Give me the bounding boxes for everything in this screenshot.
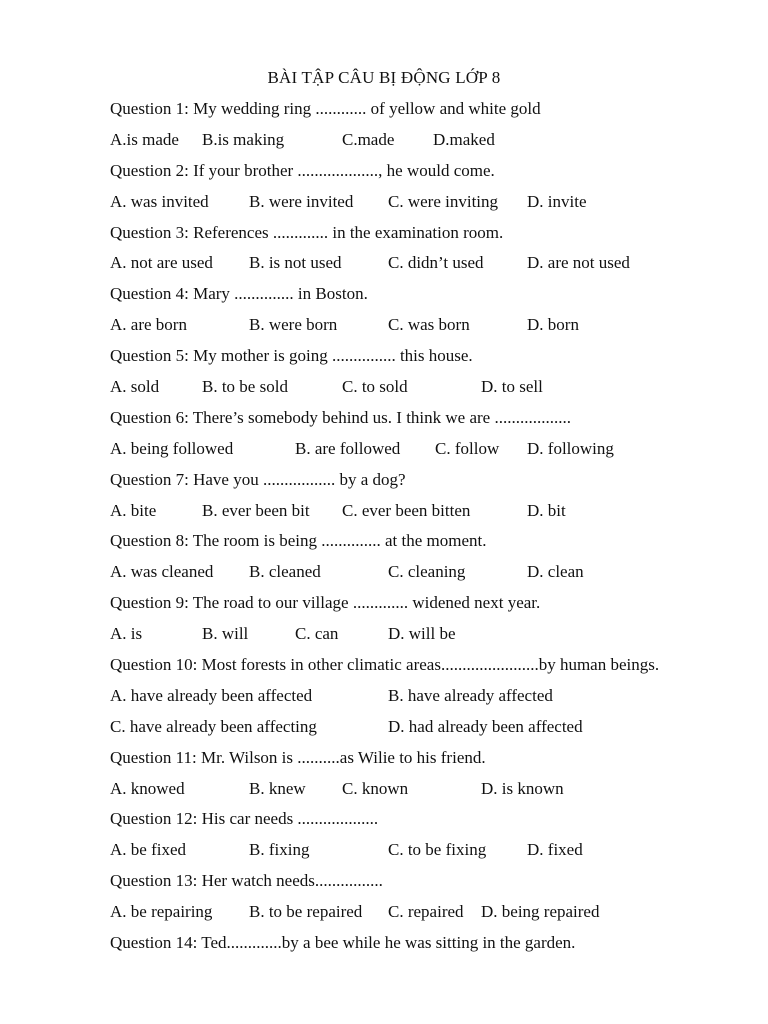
answer-option: D. born — [527, 315, 579, 335]
answer-options-row — [110, 252, 750, 283]
answer-option: D. following — [527, 438, 614, 458]
answer-option: D.maked — [433, 129, 495, 149]
answer-option: A. being followed — [110, 438, 234, 458]
answer-option: B. fixing — [249, 840, 310, 860]
answer-option: C. known — [342, 778, 409, 798]
answer-option: A. bite — [110, 500, 157, 520]
question-list — [110, 98, 750, 963]
question-text-7: Question 7: Have you ................. by a dog? — [110, 469, 406, 489]
answer-option: D. bit — [527, 500, 566, 520]
answer-option: D. invite — [527, 191, 587, 211]
answer-option: B. ever been bit — [202, 500, 310, 520]
answer-option: D. had already been affected — [388, 716, 583, 736]
question-text-11: Question 11: Mr. Wilson is ..........as Wilie to his friend. — [110, 747, 486, 767]
question-text-3: Question 3: References ............. in the examination room. — [110, 222, 504, 242]
answer-option: B. knew — [249, 778, 306, 798]
answer-options-row — [110, 376, 750, 407]
answer-option: B. cleaned — [249, 562, 321, 582]
answer-options-row — [110, 500, 750, 531]
answer-option: D. is known — [481, 778, 564, 798]
question-text-9: Question 9: The road to our village ............. widened next year. — [110, 593, 541, 613]
answer-option: B. to be sold — [202, 377, 288, 397]
answer-option: A. not are used — [110, 253, 213, 273]
answer-option: C. cleaning — [388, 562, 466, 582]
answer-option: A. is — [110, 624, 143, 644]
answer-options-row — [110, 623, 750, 654]
question-text-10: Question 10: Most forests in other climatic areas.......................by human beings. — [110, 655, 660, 675]
answer-option: B. will — [202, 624, 249, 644]
answer-options-row — [110, 716, 750, 747]
answer-option: D. will be — [388, 624, 456, 644]
question-text-8: Question 8: The room is being .............. at the moment. — [110, 531, 487, 551]
question-text-5: Question 5: My mother is going ............... this house. — [110, 346, 473, 366]
answer-options-row — [110, 561, 750, 592]
answer-option: A. be repairing — [110, 902, 213, 922]
answer-option: A. are born — [110, 315, 187, 335]
answer-option: D. are not used — [527, 253, 630, 273]
answer-option: A.is made — [110, 129, 179, 149]
answer-option: B. to be repaired — [249, 902, 363, 922]
answer-option: D. to sell — [481, 377, 543, 397]
answer-options-row — [110, 129, 750, 160]
answer-option: B. are followed — [295, 438, 401, 458]
question-text-1: Question 1: My wedding ring ............ of yellow and white gold — [110, 99, 541, 118]
answer-option: B. have already affected — [388, 685, 553, 705]
answer-option: B. were born — [249, 315, 338, 335]
answer-option: B. were invited — [249, 191, 354, 211]
answer-option: A. was invited — [110, 191, 209, 211]
answer-options-row — [110, 191, 750, 222]
answer-option: C. ever been bitten — [342, 500, 471, 520]
answer-option: A. sold — [110, 377, 160, 397]
answer-option: C. follow — [435, 438, 500, 458]
answer-options-row — [110, 839, 750, 870]
question-text-14: Question 14: Ted.............by a bee while he was sitting in the garden. — [110, 933, 576, 953]
answer-options-row — [110, 314, 750, 345]
question-text-2: Question 2: If your brother ..................., he would come. — [110, 160, 495, 180]
answer-option: B.is making — [202, 129, 285, 149]
answer-options-row — [110, 901, 750, 932]
answer-option: D. fixed — [527, 840, 583, 860]
answer-option: B. is not used — [249, 253, 342, 273]
page-title: BÀI TẬP CÂU BỊ ĐỘNG LỚP 8 — [267, 68, 501, 87]
answer-options-row — [110, 438, 750, 469]
answer-option: A. have already been affected — [110, 685, 313, 705]
answer-option: C. were inviting — [388, 191, 499, 211]
question-text-4: Question 4: Mary .............. in Boston. — [110, 284, 368, 304]
answer-option: C. to sold — [342, 377, 408, 397]
question-text-13: Question 13: Her watch needs................ — [110, 871, 383, 891]
answer-option: D. being repaired — [481, 902, 600, 922]
answer-options-row — [110, 778, 750, 809]
answer-option: C. repaired — [388, 902, 464, 922]
answer-option: C. was born — [388, 315, 470, 335]
answer-option: C. didn’t used — [388, 253, 484, 273]
answer-option: A. was cleaned — [110, 562, 214, 582]
answer-option: C. have already been affecting — [110, 716, 317, 736]
answer-option: D. clean — [527, 562, 584, 582]
question-text-12: Question 12: His car needs ................... — [110, 809, 379, 829]
answer-option: A. knowed — [110, 778, 185, 798]
answer-option: A. be fixed — [110, 840, 187, 860]
question-text-6: Question 6: There’s somebody behind us. I think we are .................. — [110, 407, 571, 427]
answer-option: C. can — [295, 624, 339, 644]
answer-options-row — [110, 685, 750, 716]
answer-option: C.made — [342, 129, 395, 149]
answer-option: C. to be fixing — [388, 840, 487, 860]
